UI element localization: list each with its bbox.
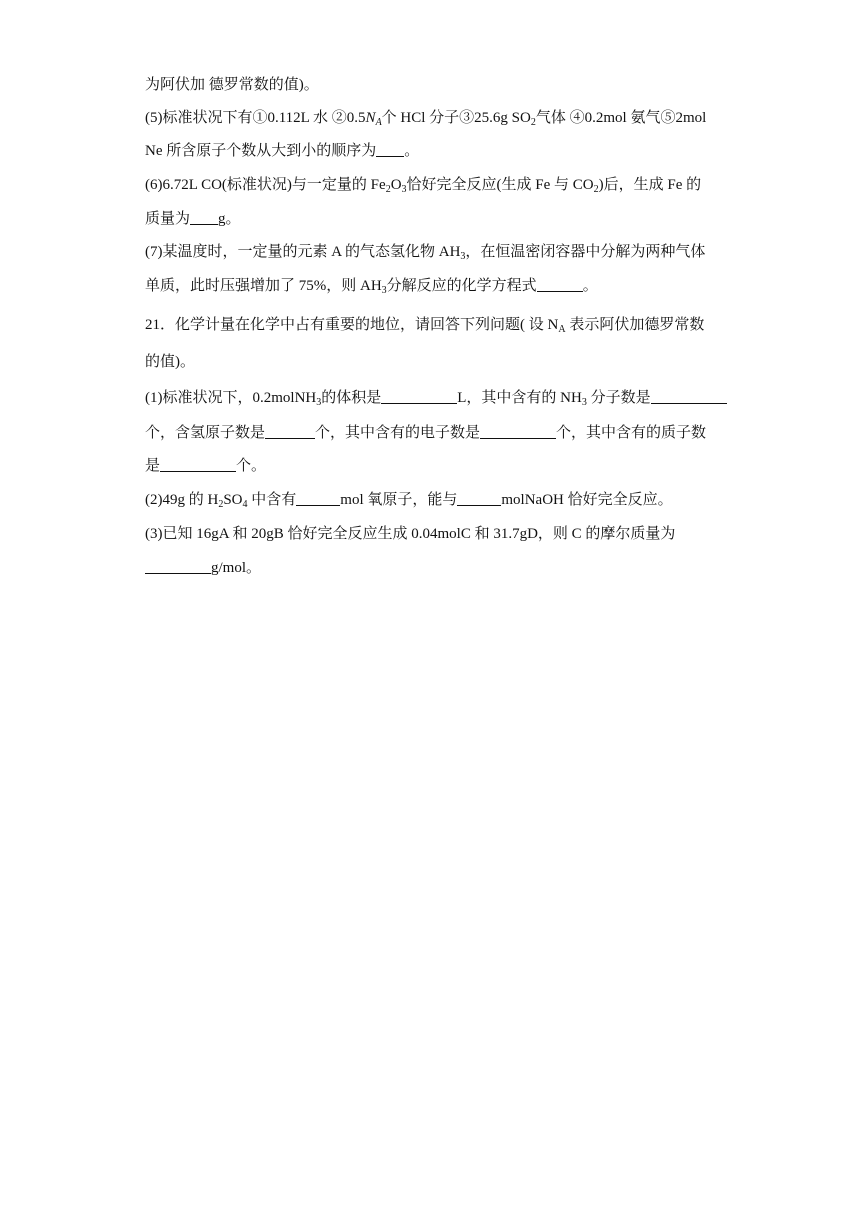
text-segment: 气体 ④0.2mol 氨气⑤2mol — [535, 110, 707, 126]
text-segment: (2)49g 的 H — [145, 492, 219, 508]
subscript: 3 — [581, 397, 587, 408]
answer-blank[interactable] — [537, 277, 583, 292]
answer-blank[interactable] — [381, 389, 457, 404]
text-segment: O — [390, 177, 402, 193]
question-21-part-3-line-1 — [145, 524, 675, 544]
text-segment: 21．化学计量在化学中占有重要的地位，请回答下列问题( 设 N — [145, 317, 559, 333]
subscript: A — [558, 324, 566, 335]
text-segment: 分子数是 — [586, 390, 651, 406]
question-5-line-2 — [145, 141, 419, 161]
text-segment: )后，生成 Fe 的 — [598, 177, 702, 193]
text-segment: 是 — [145, 458, 161, 474]
text-segment: g。 — [218, 211, 241, 227]
text-segment: 的值)。 — [145, 354, 195, 370]
question-5-line-1 — [145, 108, 706, 128]
text-segment: 个，含氢原子数是 — [145, 425, 266, 441]
text-segment: 的体积是 — [321, 390, 382, 406]
na-symbol: N — [365, 110, 376, 126]
text-segment: (5)标准状况下有①0.112L 水 ②0.5 — [145, 110, 366, 126]
text-segment: 个，其中含有的质子数 — [556, 425, 707, 441]
text-segment: 表示阿伏加德罗常数 — [565, 317, 705, 333]
text-segment: 。 — [404, 143, 420, 159]
text-segment: Ne 所含原子个数从大到小的顺序为 — [145, 143, 377, 159]
answer-blank[interactable] — [296, 491, 340, 506]
question-21-line-2 — [145, 352, 195, 372]
subscript: 3 — [381, 285, 387, 296]
text-segment: 个。 — [236, 458, 267, 474]
subscript: 3 — [401, 184, 407, 195]
text-segment: mol 氧原子，能与 — [340, 492, 458, 508]
question-21-part-2 — [145, 490, 673, 510]
subscript: 2 — [593, 184, 599, 195]
subscript: 2 — [530, 117, 536, 128]
answer-blank[interactable] — [651, 389, 727, 404]
subscript: 3 — [460, 251, 466, 262]
answer-blank[interactable] — [480, 424, 556, 439]
text-segment: 单质，此时压强增加了 75%，则 AH — [145, 278, 382, 294]
question-7-line-2 — [145, 276, 598, 296]
question-21-line-1 — [145, 315, 704, 335]
answer-blank[interactable] — [160, 457, 236, 472]
subscript: 2 — [218, 499, 224, 510]
text-segment: g/mol。 — [211, 560, 262, 576]
line-text: 为阿伏加 德罗常数的值)。 — [145, 77, 319, 93]
subscript: 4 — [242, 499, 248, 510]
text-segment: molNaOH 恰好完全反应。 — [501, 492, 673, 508]
text-segment: SO — [223, 492, 243, 508]
answer-blank[interactable] — [265, 424, 315, 439]
text-segment: 个，其中含有的电子数是 — [315, 425, 481, 441]
answer-blank[interactable] — [145, 559, 211, 574]
question-6-line-1 — [145, 175, 701, 195]
text-segment: 分解反应的化学方程式 — [386, 278, 537, 294]
question-21-part-1-line-1 — [145, 388, 727, 408]
text-segment: 质量为 — [145, 211, 191, 227]
text-segment: (7)某温度时，一定量的元素 A 的气态氢化物 AH — [145, 244, 461, 260]
question-7-line-1 — [145, 242, 705, 262]
text-segment: ，在恒温密闭容器中分解为两种气体 — [465, 244, 706, 260]
subscript: 2 — [385, 184, 391, 195]
subscript: 3 — [316, 397, 322, 408]
answer-blank[interactable] — [376, 142, 404, 157]
question-6-line-2 — [145, 209, 241, 229]
text-segment: (6)6.72L CO(标准状况)与一定量的 Fe — [145, 177, 386, 193]
question-21-part-1-line-3 — [145, 456, 266, 476]
answer-blank[interactable] — [190, 210, 218, 225]
question-21-part-3-line-2 — [145, 558, 261, 578]
text-segment: L，其中含有的 NH — [457, 390, 582, 406]
answer-blank[interactable] — [457, 491, 501, 506]
text-line — [145, 75, 319, 95]
text-segment: (1)标准状况下，0.2molNH — [145, 390, 317, 406]
subscript: A — [375, 117, 382, 128]
text-segment: 恰好完全反应(生成 Fe 与 CO — [406, 177, 594, 193]
text-segment: 。 — [582, 278, 598, 294]
text-segment: 中含有 — [247, 492, 297, 508]
text-segment: (3)已知 16gA 和 20gB 恰好完全反应生成 0.04molC 和 31.7gD，则 C 的摩尔质量为 — [145, 526, 676, 542]
question-21-part-1-line-2 — [145, 423, 706, 443]
text-segment: 个 HCl 分子③25.6g SO — [381, 110, 531, 126]
